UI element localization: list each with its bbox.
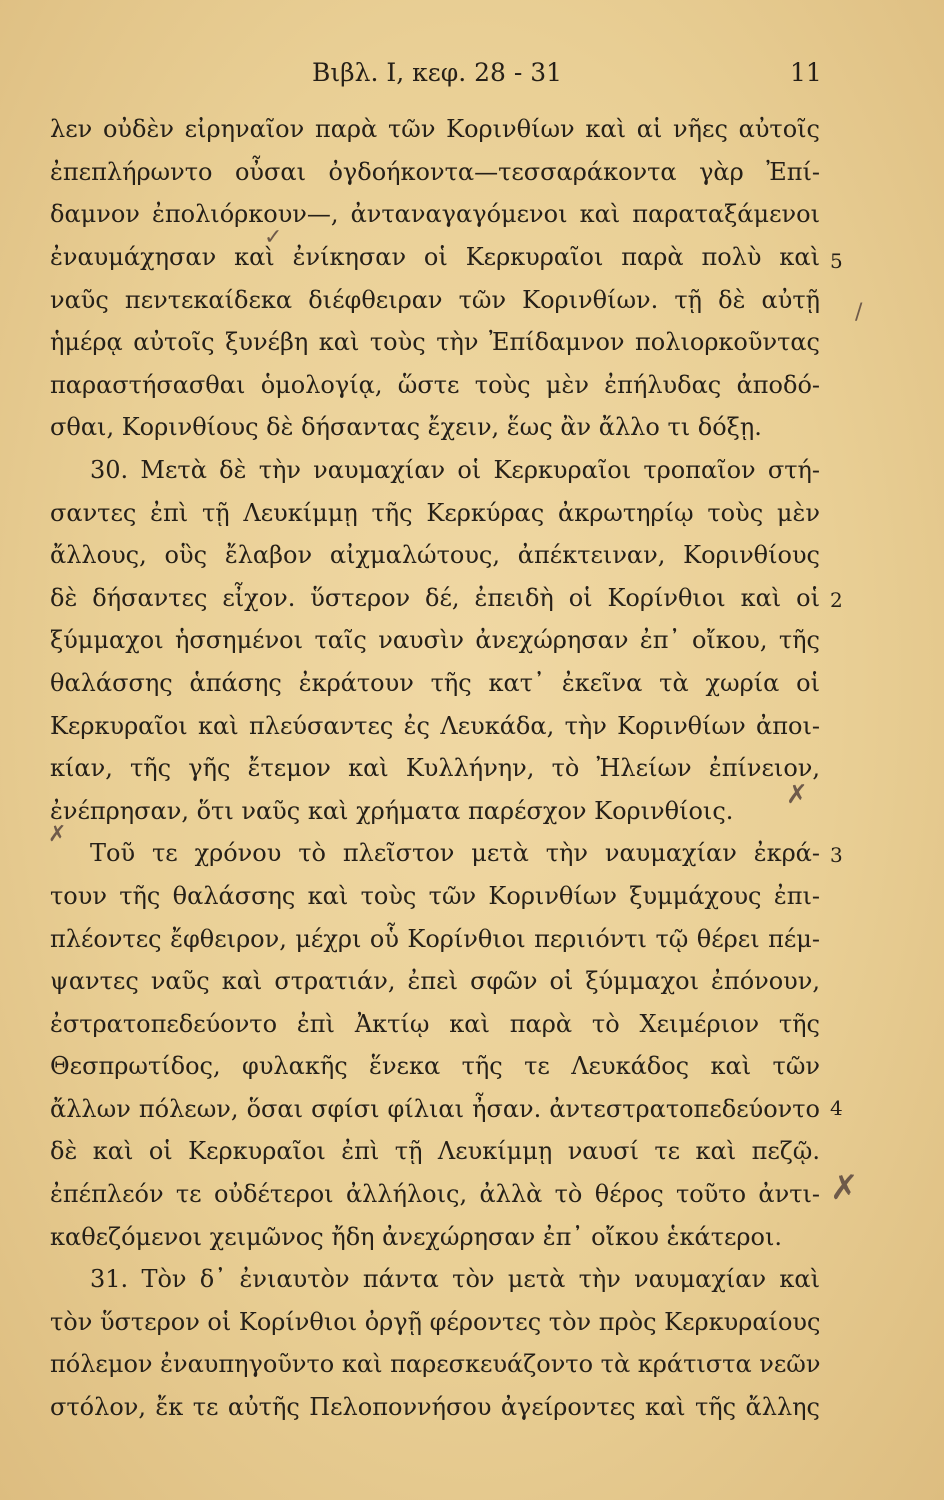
pencil-slash-icon: / (855, 300, 863, 325)
text-line: δαμνον ἐπολιόρκουν—, ἀνταναγαγόμενοι καὶ παραταξάμενοι (50, 200, 820, 228)
pencil-cross-icon: ✗ (48, 822, 67, 847)
pencil-cross-icon: ✗ (786, 780, 808, 810)
text-line: στόλον, ἔκ τε αὐτῆς Πελοποννήσου ἀγείροντες καὶ τῆς ἄλλης (50, 1393, 820, 1421)
text-line: ψαντες ναῦς καὶ στρατιάν, ἐπεὶ σφῶν οἱ ξύμμαχοι ἐπόνουν, (50, 967, 820, 995)
margin-number: 3 (830, 843, 843, 867)
margin-number: 5 (830, 249, 843, 273)
text-line: ἄλλων πόλεων, ὅσαι σφίσι φίλιαι ἦσαν. ἀντεστρατοπεδεύοντο (50, 1095, 820, 1123)
text-line: Τοῦ τε χρόνου τὸ πλεῖστον μετὰ τὴν ναυμαχίαν ἐκρά- (90, 839, 820, 867)
text-line: δὲ καὶ οἱ Κερκυραῖοι ἐπὶ τῇ Λευκίμμῃ ναυσί τε καὶ πεζῷ. (50, 1137, 820, 1165)
margin-number: 4 (830, 1096, 843, 1120)
text-line: 31. Τὸν δ᾽ ἐνιαυτὸν πάντα τὸν μετὰ τὴν ναυμαχίαν καὶ (90, 1265, 820, 1293)
text-line: λεν οὐδὲν εἰρηναῖον παρὰ τῶν Κορινθίων καὶ αἱ νῆες αὐτοῖς (50, 115, 820, 143)
text-line: κίαν, τῆς γῆς ἔτεμον καὶ Κυλλήνην, τὸ Ἠλείων ἐπίνειον, (50, 754, 820, 782)
text-line: ἐνέπρησαν, ὅτι ναῦς καὶ χρήματα παρέσχον Κορινθίοις. (50, 797, 734, 825)
text-line: ἡμέρᾳ αὐτοῖς ξυνέβη καὶ τοὺς τὴν Ἐπίδαμνον πολιορκοῦντας (50, 328, 820, 356)
text-line: καθεζόμενοι χειμῶνος ἤδη ἀνεχώρησαν ἐπ᾽ οἴκου ἑκάτεροι. (50, 1223, 782, 1251)
text-line: θαλάσσης ἁπάσης ἐκράτουν τῆς κατ᾽ ἐκεῖνα τὰ χωρία οἱ (50, 669, 820, 697)
text-line: σθαι, Κορινθίους δὲ δήσαντας ἔχειν, ἕως ἂν ἄλλο τι δόξῃ. (50, 413, 762, 441)
text-line: τουν τῆς θαλάσσης καὶ τοὺς τῶν Κορινθίων ξυμμάχους ἐπι- (50, 882, 820, 910)
page-header (0, 58, 944, 92)
text-line: ναῦς πεντεκαίδεκα διέφθειραν τῶν Κορινθίων. τῇ δὲ αὐτῇ (50, 286, 820, 314)
text-line: Θεσπρωτίδος, φυλακῆς ἕνεκα τῆς τε Λευκάδος καὶ τῶν (50, 1052, 820, 1080)
text-line: τὸν ὕστερον οἱ Κορίνθιοι ὀργῇ φέροντες τὸν πρὸς Κερκυραίους (50, 1308, 820, 1336)
text-line: ξύμμαχοι ἡσσημένοι ταῖς ναυσὶν ἀνεχώρησαν ἐπ᾽ οἴκου, τῆς (50, 626, 820, 654)
text-line: ἄλλους, οὓς ἔλαβον αἰχμαλώτους, ἀπέκτειναν, Κορινθίους (50, 541, 820, 569)
page-number: 11 (790, 58, 822, 87)
text-line: παραστήσασθαι ὁμολογίᾳ, ὥστε τοὺς μὲν ἐπήλυδας ἀποδό- (50, 371, 820, 399)
text-line: ἐπεπλήρωντο οὖσαι ὀγδοήκοντα—τεσσαράκοντα γὰρ Ἐπί- (50, 158, 820, 186)
text-line: σαντες ἐπὶ τῇ Λευκίμμῃ τῆς Κερκύρας ἀκρωτηρίῳ τοὺς μὲν (50, 499, 820, 527)
text-line: δὲ δήσαντες εἶχον. ὕστερον δέ, ἐπειδὴ οἱ Κορίνθιοι καὶ οἱ (50, 584, 820, 612)
running-head: Βιβλ. I, κεφ. 28 - 31 (312, 58, 563, 87)
pencil-checkmark-icon: ✓ (264, 225, 283, 250)
text-line: ἐπέπλεόν τε οὐδέτεροι ἀλλήλοις, ἀλλὰ τὸ θέρος τοῦτο ἀντι- (50, 1180, 820, 1208)
text-line: 30. Μετὰ δὲ τὴν ναυμαχίαν οἱ Κερκυραῖοι τροπαῖον στή- (90, 456, 820, 484)
text-line: Κερκυραῖοι καὶ πλεύσαντες ἐς Λευκάδα, τὴν Κορινθίων ἀποι- (50, 712, 820, 740)
text-line: ἐναυμάχησαν καὶ ἐνίκησαν οἱ Κερκυραῖοι παρὰ πολὺ καὶ (50, 243, 820, 271)
text-line: ἐστρατοπεδεύοντο ἐπὶ Ἀκτίῳ καὶ παρὰ τὸ Χειμέριον τῆς (50, 1010, 820, 1038)
text-line: πλέοντες ἔφθειρον, μέχρι οὗ Κορίνθιοι περιιόντι τῷ θέρει πέμ- (50, 925, 820, 953)
margin-number: 2 (830, 588, 843, 612)
pencil-cross-icon: ✗ (830, 1168, 859, 1208)
text-line: πόλεμον ἐναυπηγοῦντο καὶ παρεσκευάζοντο τὰ κράτιστα νεῶν (50, 1350, 820, 1378)
